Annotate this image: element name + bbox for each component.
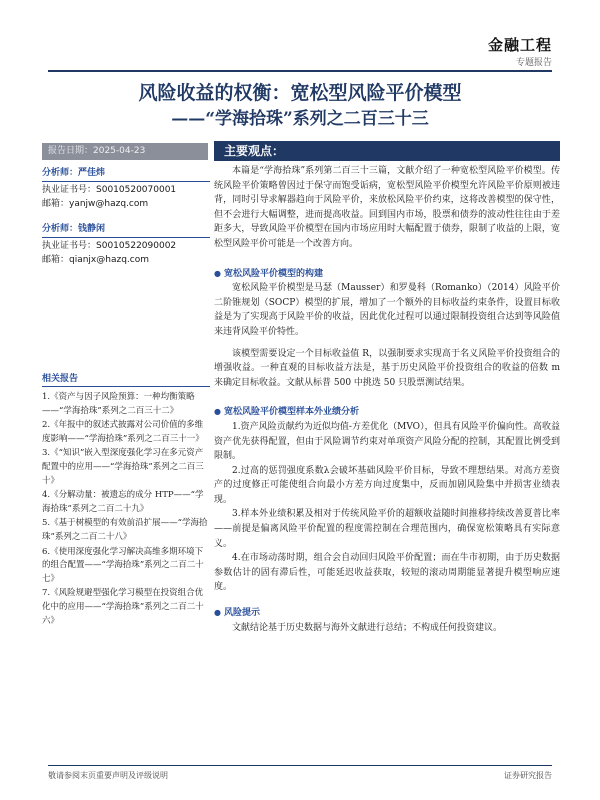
section-paragraph: 2.过高的惩罚强度系数λ会破坏基础风险平价目标，导致不理想结果。对高方差资产的过度修正可能使组合向最小方差方向过度集中，反而加剧风险集中并损害业绩表现。 (214, 465, 560, 505)
report-date: 报告日期：2025-04-23 (42, 143, 208, 160)
analyst-email[interactable]: 邮箱：qianjx@hazq.com (42, 255, 149, 265)
section-paragraph: 4.在市场动荡时期，组合会自动回归风险平价配置；而在牛市初期，由于历史数据参数估计的固有滞后性，可能延迟收益获取，较短的滚动周期能显著提升模型响应速度。 (214, 553, 560, 593)
analyst-cert: 执业证书号：S0010520070001 (42, 185, 177, 195)
related-report-item[interactable]: 3.《“知识”嵌入型深度强化学习在多元资产配置中的应用——“学海拾珠”系列之二百三十》 (42, 448, 204, 486)
related-report-item[interactable]: 5.《基于树模型的有效前沿扩展——“学海拾珠”系列之二百二十八》 (42, 518, 208, 542)
related-reports-heading: 相关报告 (42, 371, 210, 387)
main-views (214, 164, 560, 635)
analyst-card (42, 166, 210, 211)
related-reports (42, 371, 210, 629)
analyst-divider (42, 237, 210, 238)
doc-type: 专题报告 (515, 58, 552, 68)
section-heading: ● 风险提示 (214, 607, 260, 619)
related-report-item[interactable]: 1.《资产与因子风险预算：一种均衡策略——“学海拾珠”系列之二百三十二》 (42, 392, 195, 416)
section-paragraph: 1.资产风险贡献约为近似均值-方差优化（MVO），但具有风险平价偏向性。高收益资产优先获得配置，但由于风险调节约束对单项资产风险分配的控制，其配置比例受到限制。 (214, 421, 560, 462)
analyst-divider (42, 181, 210, 182)
analyst-name: 分析师：严佳炜 (42, 168, 106, 178)
footer-label: 证券研究报告 (504, 771, 552, 780)
section-paragraph: 该模型需要设定一个目标收益值 R，以强制要求实现高于名义风险平价投资组合的增强收益。一种直观的目标收益方法是，基于历史风险平价投资组合的收益的倍数 m 来确定目标收益。文献从标普 500 中挑选 50 只股票测试结果。 (214, 348, 560, 388)
analyst-name: 分析师：钱静闲 (42, 224, 106, 234)
analyst-email[interactable]: 邮箱：yanjw@hazq.com (42, 199, 149, 209)
section-heading: ● 宽松风险平价模型的构建 (214, 267, 323, 279)
footer-divider (48, 765, 552, 766)
bullet-icon: ● (214, 267, 221, 278)
section-paragraph: 宽松风险平价模型是马瑟（Mausser）和罗曼科（Romanko）（2014）风险平价二阶锥规划（SOCP）模型的扩展，增加了一个额外的目标收益约束条件，设置目标收益是为了实现高于风险平价的收益，因此优化过程可以通过限制投资组合达到等风险值来违背风险平价特性。 (214, 283, 560, 337)
report-subtitle: ——“学海拾珠”系列之二百三十三 (171, 109, 429, 129)
bullet-icon: ● (214, 607, 221, 618)
analyst-card (42, 222, 210, 267)
header-divider (48, 70, 552, 72)
related-reports-list (42, 391, 210, 628)
analyst-cert: 执业证书号：S0010522090002 (42, 241, 177, 251)
footer-disclaimer: 敬请参阅末页重要声明及评级说明 (48, 771, 168, 780)
related-report-item[interactable]: 2.《年报中的叙述式披露对公司价值的多维度影响——“学海拾珠”系列之二百三十一》 (42, 420, 204, 444)
bullet-icon: ● (214, 406, 221, 417)
brand-title: 金融工程 (487, 36, 552, 54)
related-report-item[interactable]: 7.《风险规避型强化学习模型在投资组合优化中的应用——“学海拾珠”系列之二百二十六》 (42, 588, 204, 626)
related-report-item[interactable]: 6.《使用深度强化学习解决高维多期环境下的组合配置——“学海拾珠”系列之二百二十七》 (42, 546, 204, 584)
section-heading: ● 宽松风险平价模型样本外业绩分析 (214, 406, 359, 418)
report-title: 风险收益的权衡：宽松型风险平价模型 (138, 82, 462, 104)
intro-paragraph: 本篇是“学海拾珠”系列第二百三十三篇，文献介绍了一种宽松型风险平价模型。传统风险平价策略曾因过于保守而饱受诟病，宽松型风险平价模型允许风险平价原则被违背，同时引导求解器趋向于风险平价，来放松风险平价约束，这将改善模型的保守性，但不会进行大幅调整，进而提高收益。回到国内市场，股票和债券的波动性往往由于差距多大，导致风险平价模型在国内市场应用时大幅配置于债券，限制了收益的上限，宽松型风险平价可能是一个改善方向。 (214, 166, 560, 249)
related-report-item[interactable]: 4.《分解动量：被遗忘的成分 HTP——“学海拾珠”系列之二百二十九》 (42, 490, 204, 514)
views-heading: 主要观点： (214, 141, 560, 161)
risk-paragraph: 文献结论基于历史数据与海外文献进行总结；不构成任何投资建议。 (232, 622, 503, 633)
section-paragraph: 3.样本外业绩积累及相对于传统风险平价的超额收益随时间推移持续改善夏普比率——前提是偏离风险平价配置的程度需控制在合理范围内，确保宽松策略具有实际意义。 (214, 509, 560, 549)
